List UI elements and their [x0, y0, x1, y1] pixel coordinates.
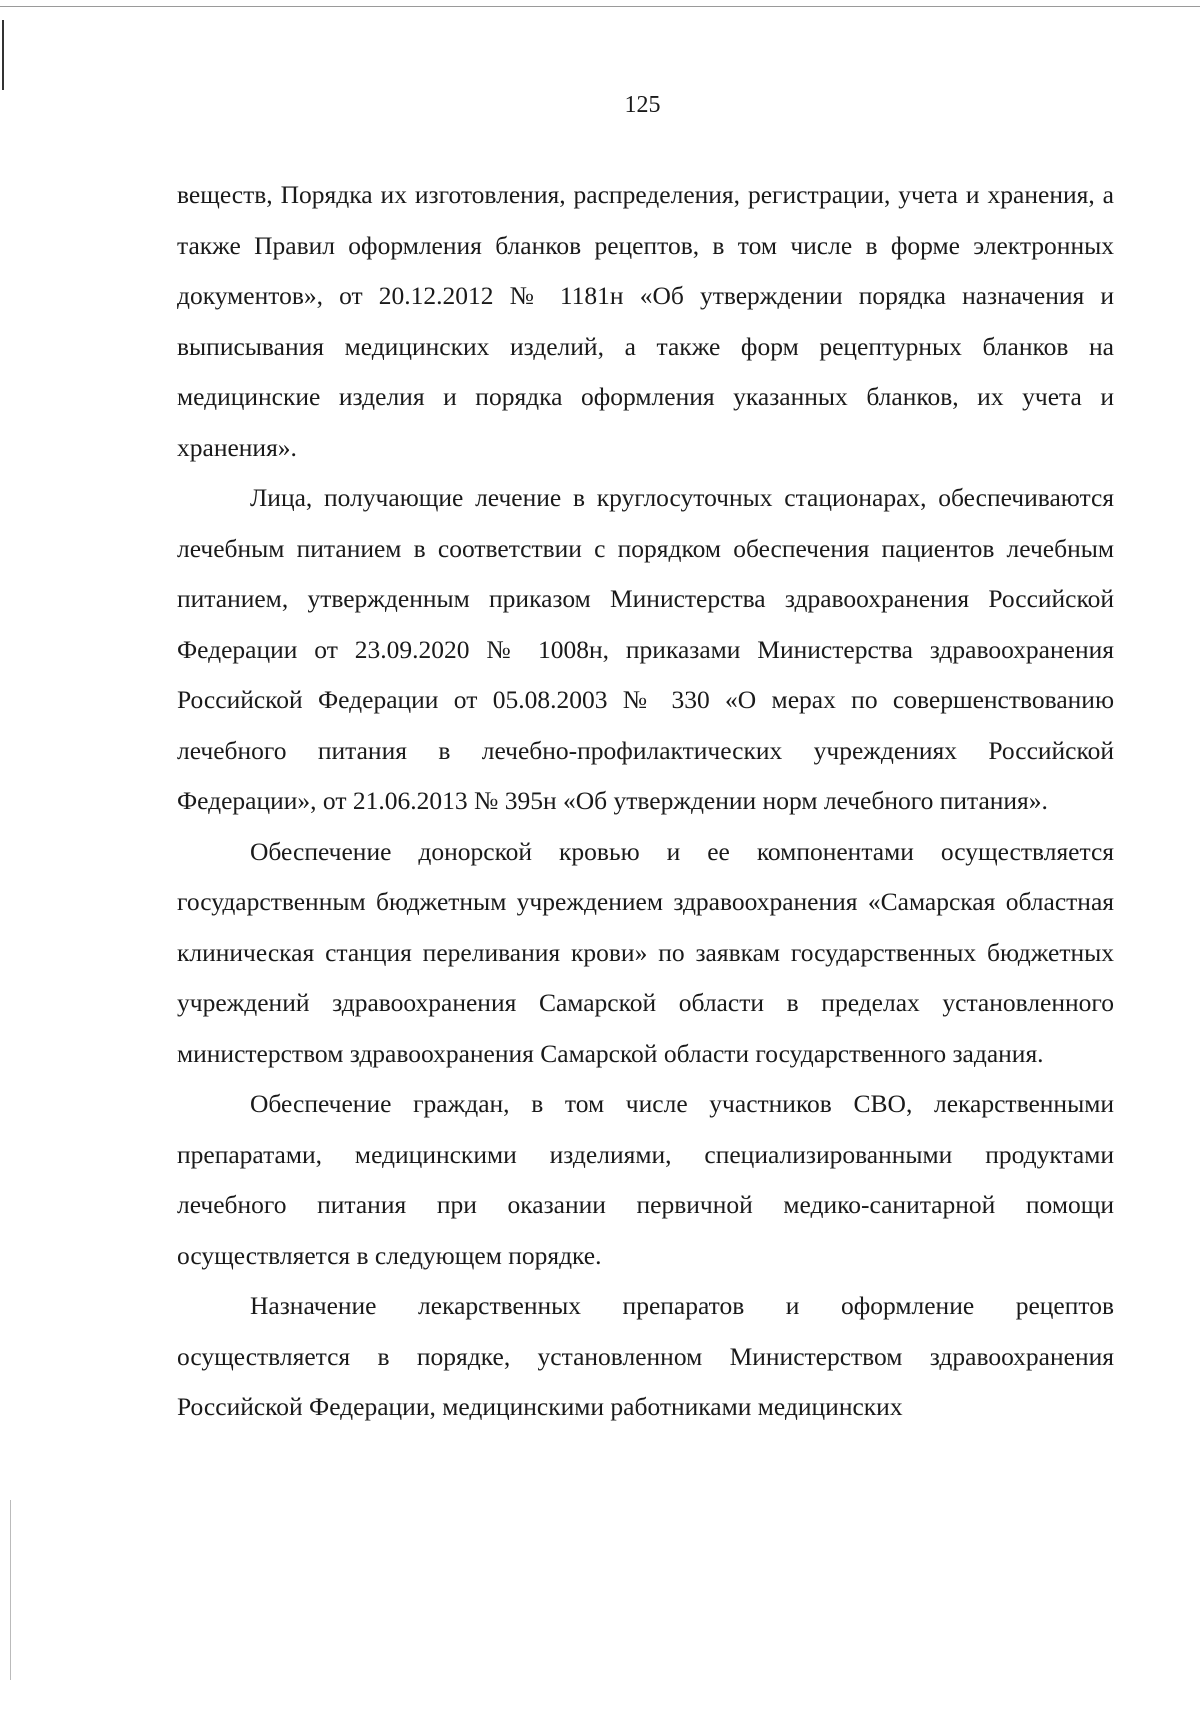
paragraph: веществ, Порядка их изготовления, распределения, регистрации, учета и хранения, а также Правил оформления бланков рецептов, в том числе в форме электронных документов», от 20.12.2012 № 1181н «Об утверждении порядка назначения и выписывания медицинских изделий, а также форм рецептурных бланков на медицинские изделия и порядка оформления указанных бланков, их учета и хранения». [177, 180, 1114, 462]
scan-left-border [2, 20, 4, 90]
scan-left-border-faint [10, 1500, 11, 1680]
paragraph: Обеспечение граждан, в том числе участников СВО, лекарственными препаратами, медицинскими изделиями, специализированными продуктами лечебного питания при оказании первичной медико-санитарной помощи осуществляется в следующем порядке. [177, 1089, 1114, 1270]
scan-top-border [0, 6, 1200, 7]
paragraph: Назначение лекарственных препаратов и оформление рецептов осуществляется в порядке, установленном Министерством здравоохранения Российской Федерации, медицинскими работниками медицинских [177, 1291, 1114, 1421]
paragraph: Лица, получающие лечение в круглосуточных стационарах, обеспечиваются лечебным питанием в соответствии с порядком обеспечения пациентов лечебным питанием, утвержденным приказом Министерства здравоохранения Российской Федерации от 23.09.2020 № 1008н, приказами Министерства здравоохранения Российской Федерации от 05.08.2003 № 330 «О мерах по совершенствованию лечебного питания в лечебно-профилактических учреждениях Российской Федерации», от 21.06.2013 № 395н «Об утверждении норм лечебного питания». [177, 483, 1114, 815]
paragraph: Обеспечение донорской кровью и ее компонентами осуществляется государственным бюджетным учреждением здравоохранения «Самарская областная клиническая станция переливания крови» по заявкам государственных бюджетных учреждений здравоохранения Самарской области в пределах установленного министерством здравоохранения Самарской области государственного задания. [177, 836, 1114, 1068]
document-body [177, 170, 1114, 1433]
page-number: 125 [624, 92, 661, 118]
